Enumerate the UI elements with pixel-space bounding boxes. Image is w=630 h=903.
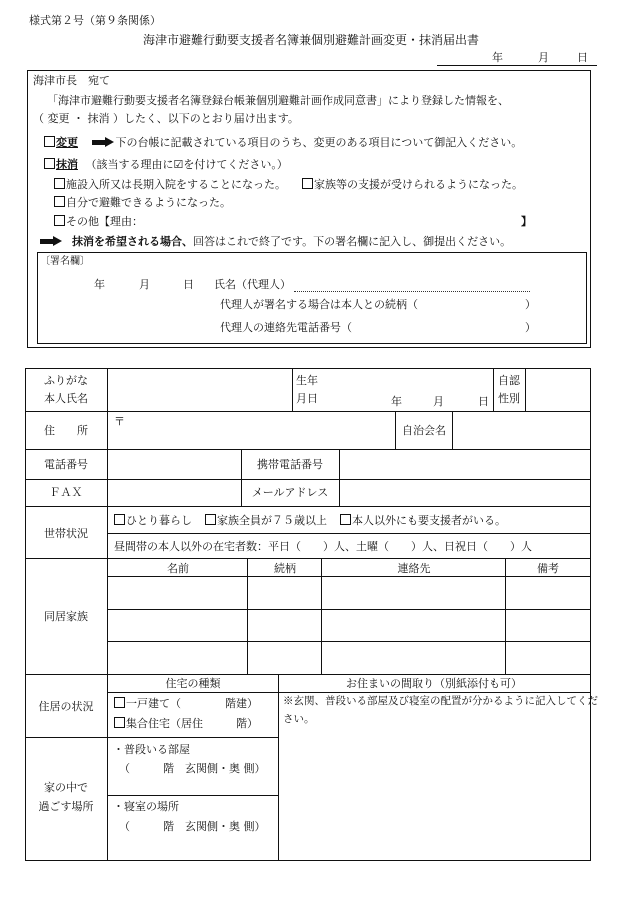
layout-drawing-area[interactable] [279,730,589,860]
family-col-note: 備考 [537,562,559,575]
email-label: メールアドレス [251,486,329,499]
reason-2[interactable] [302,178,523,191]
date-year-label: 年 [492,51,503,64]
gender-field[interactable] [526,370,590,410]
family-col-relation: 続柄 [274,562,296,575]
reason-1[interactable] [54,178,286,191]
relation-close: ） [525,298,536,311]
home-place-label-2: 過ごす場所 [38,800,94,813]
household-option-2[interactable] [205,514,327,527]
delete-option[interactable] [44,158,288,171]
community-label: 自治会名 [402,424,446,437]
mobile-field[interactable] [340,450,590,478]
reason-other-checkbox[interactable] [54,215,65,226]
sign-month-label: 月 [139,278,150,291]
family-col-name: 名前 [167,562,189,575]
change-text: 下の台帳に記載されている項目のうち、変更のある項目について御記入ください。 [115,136,523,149]
agent-name-label: 氏名（代理人） [214,278,291,291]
postal-mark: 〒 [114,415,125,428]
house-option-1[interactable] [114,697,258,710]
house-option-2-text: 集合住宅（居住 階） [126,717,258,730]
household-checkbox-3[interactable] [340,514,351,525]
household-option-3[interactable] [340,514,506,527]
delete-label: 抹消 [56,158,78,171]
fax-field[interactable] [108,480,241,505]
residence-label: 住居の状況 [38,700,94,713]
date-underline [437,65,597,66]
family-label: 同居家族 [44,610,88,623]
bedroom-label: ・寝室の場所 [113,800,179,813]
reason-1-checkbox[interactable] [54,178,65,189]
delete-checkbox[interactable] [44,158,55,169]
household-option-1[interactable] [114,514,192,527]
community-field[interactable] [453,412,590,448]
address-field[interactable] [108,412,394,448]
birth-day-label: 日 [478,395,489,408]
house-checkbox-2[interactable] [114,717,125,728]
delete-note: （該当する理由に☑を付けてください。） [85,158,288,171]
household-label: 世帯状況 [44,527,88,540]
agent-name-field[interactable] [294,291,530,292]
gender-label-2: 性別 [498,392,520,405]
household-option-3-text: 本人以外にも要支援者がいる。 [352,514,506,527]
delete-wish-text: 回答はこれで終了です。下の署名欄に記入し、御提出ください。 [193,235,512,248]
house-option-2[interactable] [114,717,258,730]
reason-other-close: 】 [521,215,532,228]
reason-1-text: 施設入所又は長期入院をすることになった。 [66,178,286,191]
sign-day-label: 日 [183,278,194,291]
change-label: 変更 [56,136,78,149]
reason-3-checkbox[interactable] [54,196,65,207]
date-day-label: 日 [577,51,588,64]
birth-year-label: 年 [391,395,402,408]
date-month-label: 月 [538,51,549,64]
housing-type-label: 住宅の種類 [165,677,221,690]
layout-title: お住まいの間取り（別紙添付も可） [346,677,522,690]
family-col-contact: 連絡先 [397,562,431,575]
notice-line-2: （ 変更 ・ 抹消 ）したく、以下のとおり届け出ます。 [33,112,299,125]
reason-other-label: その他【理由： [66,215,143,228]
birth-label-2: 月日 [296,392,318,405]
birth-month-label: 月 [433,395,444,408]
change-checkbox[interactable] [44,136,55,147]
name-field[interactable] [108,370,292,410]
reason-2-checkbox[interactable] [302,178,313,189]
phone-field[interactable] [108,450,241,478]
usual-room-label: ・普段いる部屋 [113,743,190,756]
layout-note-2: さい。 [283,713,315,725]
signature-legend: 〔署名欄〕 [40,256,90,267]
agent-phone-close: ） [525,321,536,334]
delete-wish-line [40,235,511,248]
arrow-right-icon [92,138,114,147]
relation-label: 代理人が署名する場合は本人との続柄（ [220,298,418,311]
birth-label-1: 生年 [296,374,318,387]
layout-note-1: ※玄関、普段いる部屋及び寝室の配置が分かるように記入してくだ [283,695,598,707]
mobile-label: 携帯電話番号 [257,458,323,471]
household-checkbox-1[interactable] [114,514,125,525]
household-option-2-text: 家族全員が７５歳以上 [217,514,327,527]
reason-3[interactable] [54,196,231,209]
arrow-right-icon [40,237,70,246]
home-place-label-1: 家の中で [44,781,88,794]
form-title: 海津市避難行動要支援者名簿兼個別避難計画変更・抹消届出書 [143,33,480,47]
phone-label: 電話番号 [44,458,88,471]
address-label: 住 所 [44,424,88,437]
furigana-label: ふりがな [44,374,88,387]
house-option-1-text: 一戸建て（ 階建） [126,697,258,710]
change-option[interactable] [44,136,522,149]
email-field[interactable] [340,480,590,505]
form-number: 様式第２号（第９条関係） [29,14,161,27]
name-label: 本人氏名 [44,392,88,405]
reason-other[interactable] [54,215,143,228]
usual-room-floor: （ 階 玄関側・奥 側） [119,762,266,775]
addressee: 海津市長 宛て [33,74,110,87]
household-option-1-text: ひとり暮らし [126,514,192,527]
daytime-occupants: 昼間帯の本人以外の在宅者数：平日（ ）人、土曜（ ）人、日祝日（ ）人 [114,540,532,553]
gender-label-1: 自認 [498,374,520,387]
house-checkbox-1[interactable] [114,697,125,708]
sign-year-label: 年 [94,278,105,291]
fax-label: ＦＡＸ [49,486,83,499]
reason-3-text: 自分で避難できるようになった。 [66,196,231,209]
reason-2-text: 家族等の支援が受けられるようになった。 [314,178,523,191]
notice-line-1: 「海津市避難行動要支援者名簿登録台帳兼個別避難計画作成同意書」により登録した情報を、 [47,94,509,107]
household-checkbox-2[interactable] [205,514,216,525]
bedroom-floor: （ 階 玄関側・奥 側） [119,820,266,833]
delete-wish-bold: 抹消を希望される場合、 [72,235,193,248]
agent-phone-label: 代理人の連絡先電話番号（ [220,321,352,334]
